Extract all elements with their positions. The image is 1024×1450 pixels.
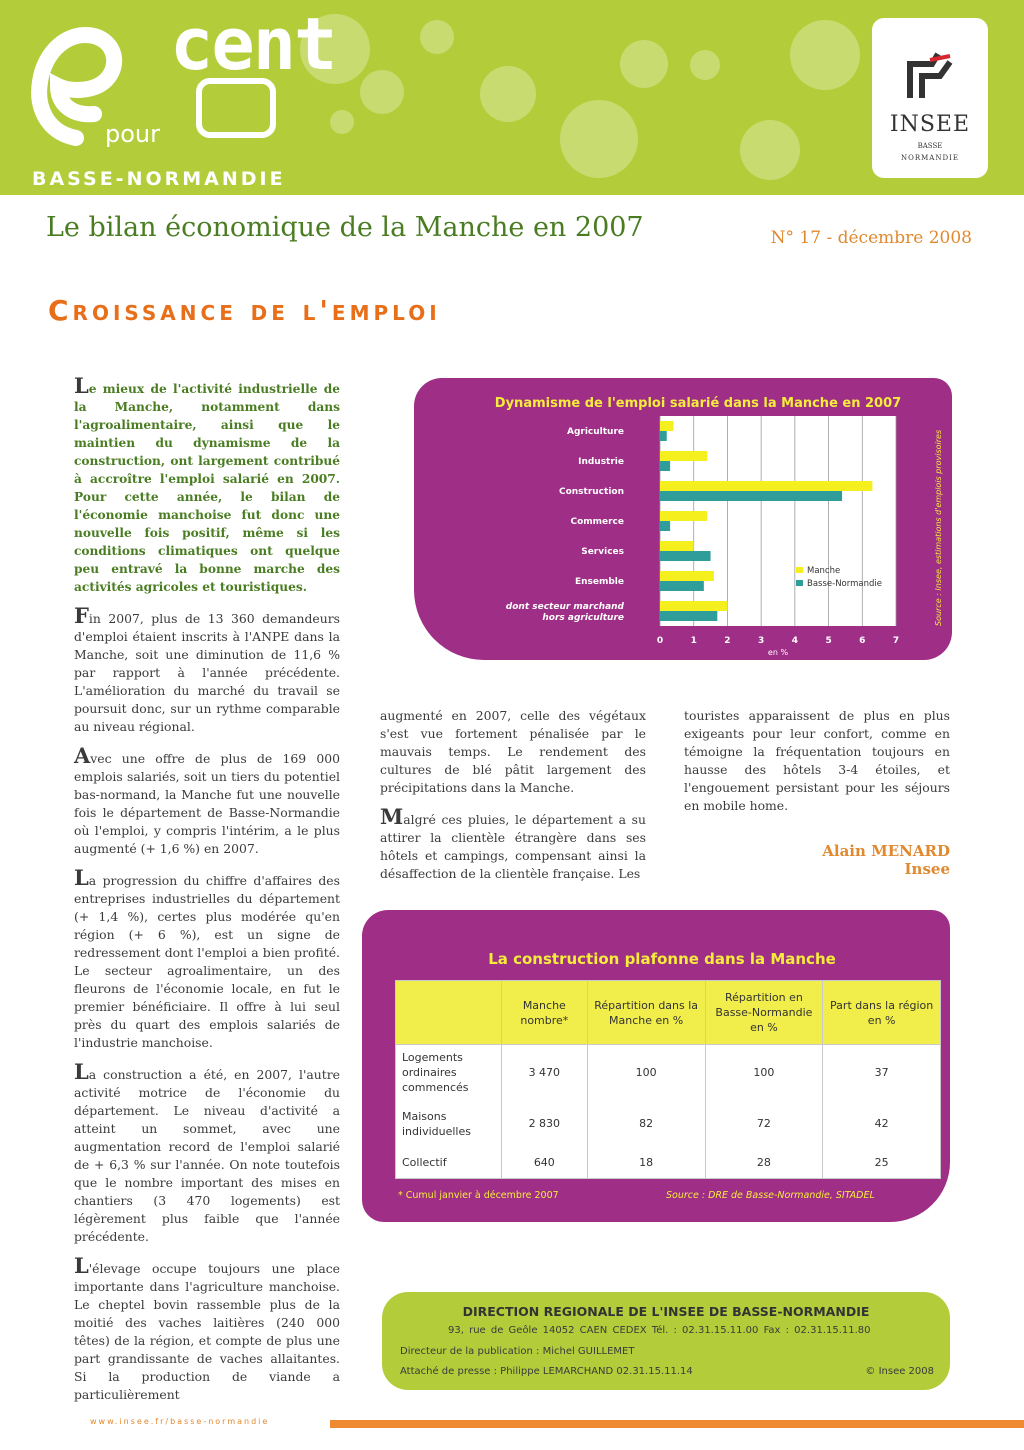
insee-name: INSEE [889,112,971,137]
legend-label: Basse-Normandie [807,579,882,589]
author-signature [822,842,950,878]
paragraph [74,865,340,1052]
paragraph [380,707,646,797]
legend-swatch [796,580,803,586]
table-cell: 640 [501,1147,587,1179]
x-tick-label: 1 [690,636,697,646]
publisher-address: 93, rue de Geôle 14052 CAEN CEDEX Tél. : 02.31.15.11.00 Fax : 02.31.15.11.80 [448,1325,871,1336]
table-row-label: Maisons individuelles [396,1101,502,1147]
table-source: Source : DRE de Basse-Normandie, SITADEL [666,1190,875,1201]
table-row-label: Logements ordinaires commencés [396,1045,502,1101]
table-cell: 18 [587,1147,705,1179]
x-tick-label: 2 [724,636,731,646]
decorative-bubble [330,110,354,134]
chart-bar [660,431,667,441]
publisher-title: DIRECTION REGIONALE DE L'INSEE DE BASSE-NORMANDIE [462,1304,870,1319]
legend-swatch [796,567,803,573]
table-cell: 42 [823,1101,941,1147]
logo-cent-text: cent [170,2,336,86]
table-row [396,1101,941,1147]
x-tick-label: 4 [791,636,798,646]
paragraph-text: vec une offre de plus de 169 000 emplois salariés, soit un tiers du potentiel bas-normand, la Manche fut une nouvelle fois le département de Basse-Normandie où l'emploi, y compris l'intérim, a le plus augmenté (+ 1,6 %) en 2007. [74,751,340,856]
paragraph-text: 'élevage occupe toujours une place importante dans l'agriculture manchoise. Le cheptel bovin rassemble plus de la moitié des vaches laitières (240 000 têtes) de la région, et compte de plus une part grandissante de vaches allaitantes. Si la production de viande a particulièrement [74,1261,340,1402]
chart-title: Dynamisme de l'emploi salarié dans la Manche en 2007 [494,396,902,411]
table-header-cell: Répartition en Basse-Normandie en % [705,981,823,1045]
copyright: © Insee 2008 [865,1366,934,1377]
paragraph-text: e mieux de l'activité industrielle de la Manche, notamment dans l'agroalimentaire, ainsi que le maintien du dynamisme de la construction, ont largement contribué à accroître l'emploi salarié en 2007. Pour cette année, le bilan de l'économie manchoise fut donc une nouvelle fois positif, même si les conditions climatiques ont quelque peu entravé la bonne marche des activités agricoles et touristiques. [74,382,340,594]
category-label: Commerce [570,517,624,527]
chart-bar [660,511,707,521]
category-label: Agriculture [566,427,624,437]
insee-subtitle-2: NORMANDIE [901,154,959,162]
decorative-bubble [690,50,720,80]
text-column-2 [380,707,646,895]
table-cell: 25 [823,1147,941,1179]
legend-label: Manche [807,566,841,576]
table-panel [362,910,950,1222]
drop-letter: L [74,1059,89,1084]
drop-letter: A [74,743,91,768]
table-cell: 37 [823,1045,941,1101]
paragraph-text: a progression du chiffre d'affaires des entreprises industrielles du département (+ 1,4 %), certes plus modérée qu'en région (+ 6 %), est un signe de redressement dont l'emploi a bien profité. Le secteur agroalimentaire, un des fleurons de l'économie locale, en fut le premier bénéficiaire. Il offre à lui seul près du quart des emplois salariés de l'industrie manchoise. [74,873,340,1050]
paragraph [74,1253,340,1404]
drop-letter: L [74,865,89,890]
table-cell: 28 [705,1147,823,1179]
paragraph-text: in 2007, plus de 13 360 demandeurs d'emploi étaient inscrits à l'ANPE dans la Manche, soit une diminution de 11,6 % par rapport à l'année précédente. L'amélioration du marché du travail se poursuit donc, sur un rythme comparable au niveau régional. [74,611,340,734]
table-cell: 82 [587,1101,705,1147]
decorative-bubble [790,20,860,90]
paragraph [684,707,950,815]
decorative-bubble [740,120,800,180]
document-title: Le bilan économique de la Manche en 2007 [46,212,644,243]
chart-bar [660,521,670,531]
paragraph-text: touristes apparaissent de plus en plus exigeants pour leur confort, comme en témoigne la fréquentation toujours en hausse des hôtels 3-4 étoiles, et l'engouement persistant pour les séjours en mobile home. [684,708,950,813]
paragraph [74,603,340,736]
text-column-3 [684,707,950,827]
x-tick-label: 3 [758,636,765,646]
chart-bar [660,551,711,561]
paragraph [74,743,340,858]
paragraph-text: algré ces pluies, le département a su attirer la clientèle étrangère dans ses hôtels et campings, compensant ainsi la désaffection de la clientèle française. Les [380,812,646,881]
chart-bar [660,571,714,581]
paragraph [380,804,646,883]
paragraph [74,1059,340,1246]
chart-source: Source : Insee, estimations d'emplois provisoires [934,429,943,626]
x-tick-label: 0 [656,636,664,646]
paragraph [74,373,340,596]
table-cell: 72 [705,1101,823,1147]
insee-subtitle-1: BASSE [917,142,943,150]
x-tick-label: 5 [825,636,832,646]
bottom-accent-bar [330,1420,1024,1428]
chart-panel [414,378,952,660]
category-label: Services [581,547,624,557]
table-cell: 3 470 [501,1045,587,1101]
table-header-row [396,981,941,1045]
author-name: Alain MENARD [822,842,950,860]
issue-number: N° 17 - décembre 2008 [770,228,972,248]
decorative-bubble [480,66,536,122]
drop-letter: M [380,804,404,829]
chart-bar [660,421,673,431]
chart-bar [660,451,707,461]
drop-letter: F [74,603,89,628]
table-row [396,1045,941,1101]
table-cell: 100 [705,1045,823,1101]
region-label: BASSE-NORMANDIE [32,168,286,190]
decorative-bubble [360,70,404,114]
text-column-1 [74,373,340,1416]
x-tick-label: 6 [859,636,866,646]
insee-mark-icon [906,50,956,100]
chart-bar [660,461,670,471]
paragraph-text: augmenté en 2007, celle des végétaux s'est vue fortement pénalisée par le mauvais temps. Le rendement des cultures de blé pâtit largement des précipitations dans la Manche. [380,708,646,795]
decorative-bubble [420,20,454,54]
x-axis-label: en % [767,648,789,657]
table-header-cell: Part dans la région en % [823,981,941,1045]
table-cell: 100 [587,1045,705,1101]
drop-letter: L [74,1253,89,1278]
x-tick-label: 7 [892,636,900,646]
publication-director: Directeur de la publication : Michel GUILLEMET [400,1346,635,1357]
table-row-label: Collectif [396,1147,502,1179]
decorative-bubble [620,40,668,88]
logo-pour-text: pour [105,120,160,148]
table-footnote: * Cumul janvier à décembre 2007 [398,1190,559,1201]
employment-bar-chart [414,378,952,660]
table-row [396,1147,941,1179]
paragraph-text: a construction a été, en 2007, l'autre activité motrice de l'économie du département. Le niveau d'activité a atteint un sommet, avec une augmentation record de l'emploi salarié de + 6,3 % sur l'année. On note toutefois que le nombre important des mises en chantiers (3 470 logements) est légèrement plus faible que l'année précédente. [74,1067,340,1244]
table-title: La construction plafonne dans la Manche [488,950,836,968]
category-label: Ensemble [574,577,624,587]
insee-logo [872,18,988,178]
table-header-cell: Manche nombre* [501,981,587,1045]
drop-letter: L [74,373,89,398]
decorative-bubble [560,100,638,178]
chart-bar [660,541,694,551]
table-header-cell: Répartition dans la Manche en % [587,981,705,1045]
website-link[interactable]: www.insee.fr/basse-normandie [90,1417,270,1426]
chart-bar [660,491,842,501]
press-attache: Attaché de presse : Philippe LEMARCHAND 02.31.15.11.14 [400,1366,693,1377]
table-header-cell [396,981,502,1045]
publisher-box [382,1292,950,1390]
chart-bar [660,481,872,491]
category-label: Industrie [578,457,624,467]
chart-bar [660,581,704,591]
chart-bar [660,601,727,611]
category-label: dont secteur marchand hors agriculture [505,602,624,623]
header-banner [0,0,1024,195]
chart-bar [660,611,717,621]
table-cell: 2 830 [501,1101,587,1147]
logo-box-shape [196,78,276,138]
construction-table [395,980,941,1179]
author-org: Insee [904,860,950,878]
category-label: Construction [558,487,624,497]
section-title: Croissance de l'emploi [48,294,441,327]
